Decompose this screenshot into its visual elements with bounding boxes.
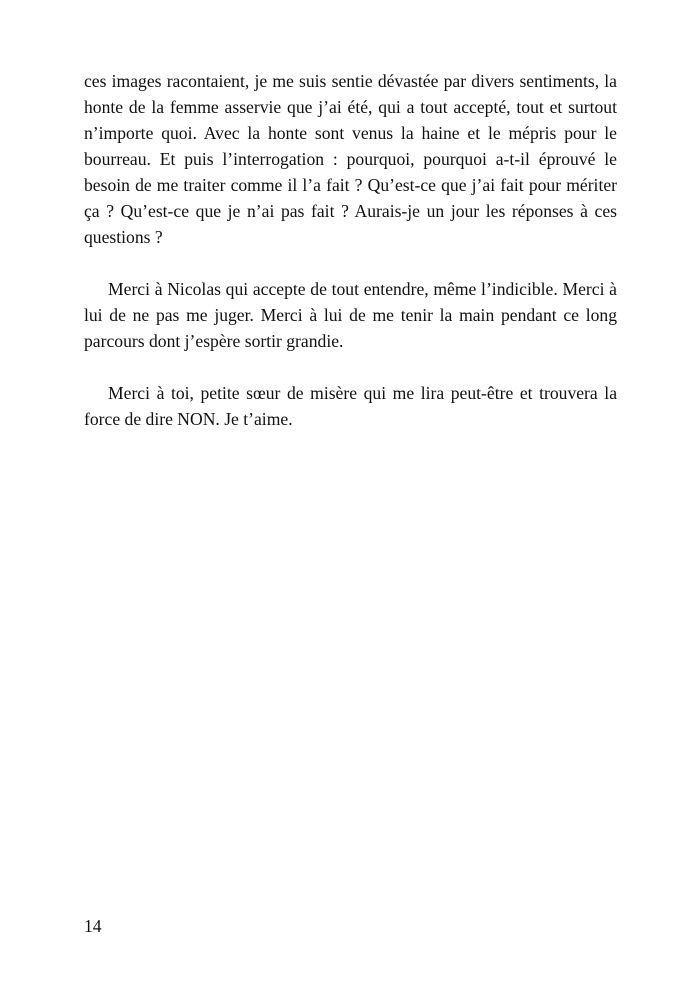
page-number: 14 xyxy=(84,916,102,936)
document-page xyxy=(84,68,617,432)
paragraph-thanks-nicolas: Merci à Nicolas qui accepte de tout entendre, même l’indicible. Merci à lui de ne pas me juger. Merci à lui de me tenir la main pendant ce long parcours dont j’espère sortir grandie. xyxy=(84,279,617,351)
paragraph-thanks-sister: Merci à toi, petite sœur de misère qui me lira peut-être et trouvera la force de dire NON. Je t’aime. xyxy=(84,383,617,429)
paragraph-continuation: ces images racontaient, je me suis sentie dévastée par divers sentiments, la honte de la femme asservie que j’ai été, qui a tout accepté, tout et surtout n’importe quoi. Avec la honte sont venus la haine et le mépris pour le bourreau. Et puis l’interrogation : pourquoi, pourquoi a-t-il éprouvé le besoin de me traiter comme il l’a fait ? Qu’est-ce que j’ai fait pour mériter ça ? Qu’est-ce que je n’ai pas fait ? Aurais-je un jour les réponses à ces questions ? xyxy=(84,71,617,247)
